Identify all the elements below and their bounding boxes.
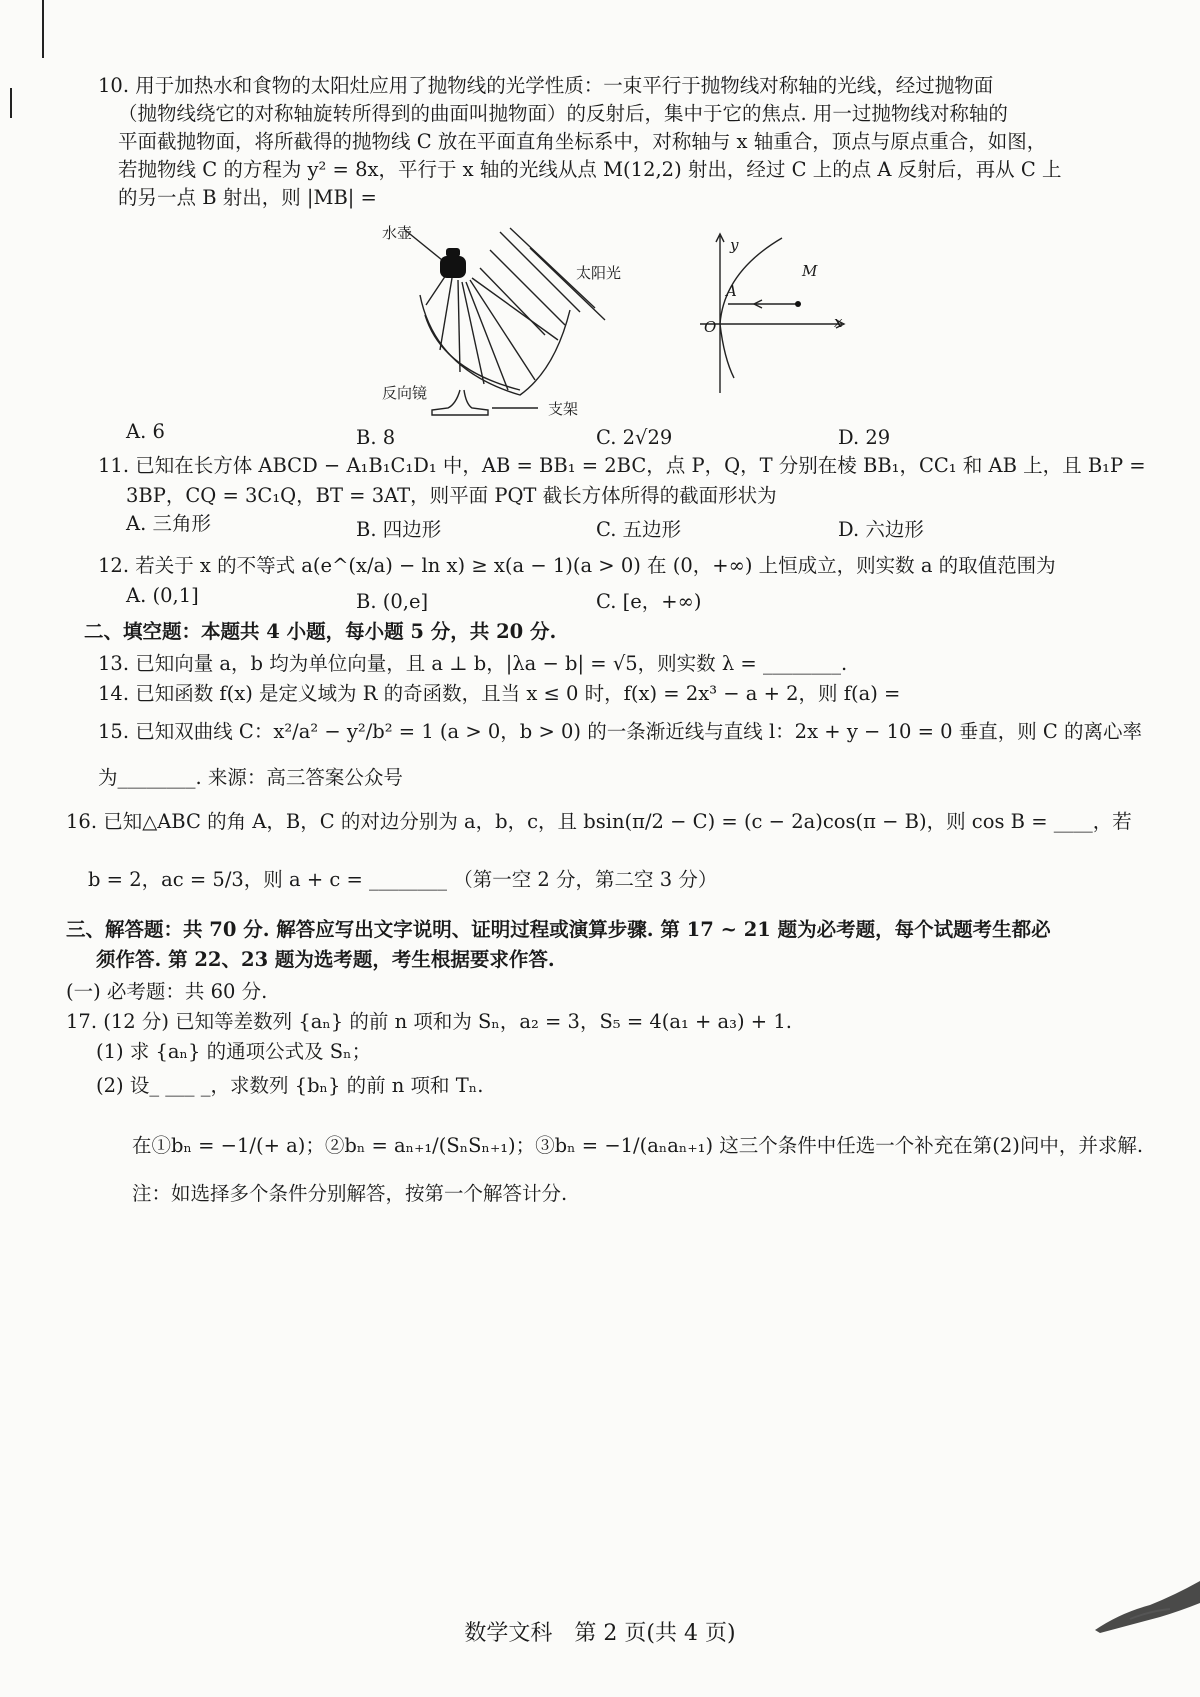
- q10-option-d: D. 29: [838, 426, 891, 449]
- fig-label-point-m: M: [802, 262, 818, 280]
- q10-line2: （抛物线绕它的对称轴旋转所得到的曲面叫抛物面）的反射后，集中于它的焦点. 用一过抛物线对称轴的: [118, 102, 1008, 125]
- fig-label-point-a: A: [726, 282, 737, 300]
- required-part-heading: (一) 必考题：共 60 分.: [66, 980, 268, 1003]
- q11-option-d: D. 六边形: [838, 518, 924, 541]
- q10-line5: 的另一点 B 射出，则 |MB| =: [118, 186, 377, 209]
- q10-option-c: C. 2√29: [596, 426, 673, 449]
- section-answer-heading-line1: 三、解答题：共 70 分. 解答应写出文字说明、证明过程或演算步骤. 第 17 ~ 21 题为必考题，每个试题考生都必: [66, 918, 1051, 941]
- q14-text: 14. 已知函数 f(x) 是定义域为 R 的奇函数，且当 x ≤ 0 时，f(x) = 2x³ − a + 2，则 f(a) =: [98, 682, 901, 705]
- q11-option-b: B. 四边形: [356, 518, 442, 541]
- fig-label-y-axis: y: [730, 236, 739, 254]
- q17-line1: 17. (12 分) 已知等差数列 {aₙ} 的前 n 项和为 Sₙ，a₂ = 3，S₅ = 4(a₁ + a₃) + 1.: [66, 1010, 792, 1033]
- q10-line3: 平面截抛物面，将所截得的抛物线 C 放在平面直角坐标系中，对称轴与 x 轴重合，顶点与原点重合，如图，: [118, 130, 1047, 153]
- q12-option-b: B. (0,e]: [356, 590, 429, 613]
- section-fill-in-heading: 二、填空题：本题共 4 小题，每小题 5 分，共 20 分.: [84, 620, 557, 643]
- q16-line1: 16. 已知△ABC 的角 A，B，C 的对边分别为 a，b，c，且 bsin(π/2 − C) = (c − 2a)cos(π − B)，则 cos B = ____，若: [66, 810, 1132, 833]
- q12-line1: 12. 若关于 x 的不等式 a(e^(x/a) − ln x) ≥ x(a − 1)(a > 0) 在 (0，+∞) 上恒成立，则实数 a 的取值范围为: [98, 554, 1056, 577]
- q10-line4: 若抛物线 C 的方程为 y² = 8x，平行于 x 轴的光线从点 M(12,2) 射出，经过 C 上的点 A 反射后，再从 C 上: [118, 158, 1062, 181]
- q15-line1: 15. 已知双曲线 C：x²/a² − y²/b² = 1 (a > 0，b > 0) 的一条渐近线与直线 l：2x + y − 10 = 0 垂直，则 C 的离心率: [98, 720, 1143, 743]
- page-footer: 数学文科 第 2 页(共 4 页): [464, 1621, 736, 1646]
- q10-option-a: A. 6: [126, 420, 165, 443]
- fig-label-mirror: 反向镜: [382, 384, 428, 402]
- q16-line2: b = 2，ac = 5/3，则 a + c = ________ （第一空 2 分，第二空 3 分）: [88, 868, 718, 891]
- section-answer-heading-line2: 须作答. 第 22、23 题为选考题，考生根据要求作答.: [96, 948, 555, 971]
- fig-label-sunlight: 太阳光: [576, 264, 622, 282]
- q10-line1: 10. 用于加热水和食物的太阳灶应用了抛物线的光学性质：一束平行于抛物线对称轴的光线，经过抛物面: [98, 74, 994, 97]
- q11-option-a: A. 三角形: [126, 512, 211, 535]
- scan-smudge: [1090, 1575, 1200, 1635]
- fig-label-stand: 支架: [548, 400, 579, 418]
- q13-text: 13. 已知向量 a，b 均为单位向量，且 a ⊥ b，|λa − b| = √5，则实数 λ = ________.: [98, 652, 848, 675]
- q12-option-a: A. (0,1]: [126, 584, 199, 607]
- fig-label-x-axis: x: [834, 313, 843, 331]
- q17-part1: (1) 求 {aₙ} 的通项公式及 Sₙ；: [96, 1040, 372, 1063]
- q17-part2: (2) 设_ ___ _，求数列 {bₙ} 的前 n 项和 Tₙ.: [96, 1074, 484, 1097]
- q11-line2: 3BP，CQ = 3C₁Q，BT = 3AT，则平面 PQT 截长方体所得的截面形状为: [126, 484, 777, 507]
- fig-label-kettle: 水壶: [382, 224, 413, 242]
- q10-option-b: B. 8: [356, 426, 396, 449]
- q12-option-c: C. [e，+∞): [596, 590, 702, 613]
- fig-label-origin: O: [704, 318, 717, 336]
- scan-mark-top: [42, 0, 44, 58]
- q11-option-c: C. 五边形: [596, 518, 682, 541]
- q11-line1: 11. 已知在长方体 ABCD − A₁B₁C₁D₁ 中，AB = BB₁ = 2BC，点 P，Q，T 分别在棱 BB₁，CC₁ 和 AB 上，且 B₁P =: [98, 454, 1146, 477]
- scan-mark-lower: [10, 88, 12, 118]
- q15-line2: 为________. 来源：高三答案公众号: [98, 766, 403, 789]
- q17-note: 注：如选择多个条件分别解答，按第一个解答计分.: [132, 1182, 568, 1205]
- q17-conditions: 在①bₙ = −1/(+ a)；②bₙ = aₙ₊₁/(SₙSₙ₊₁)；③bₙ = −1/(aₙaₙ₊₁) 这三个条件中任选一个补充在第(2)问中，并求解.: [132, 1134, 1144, 1157]
